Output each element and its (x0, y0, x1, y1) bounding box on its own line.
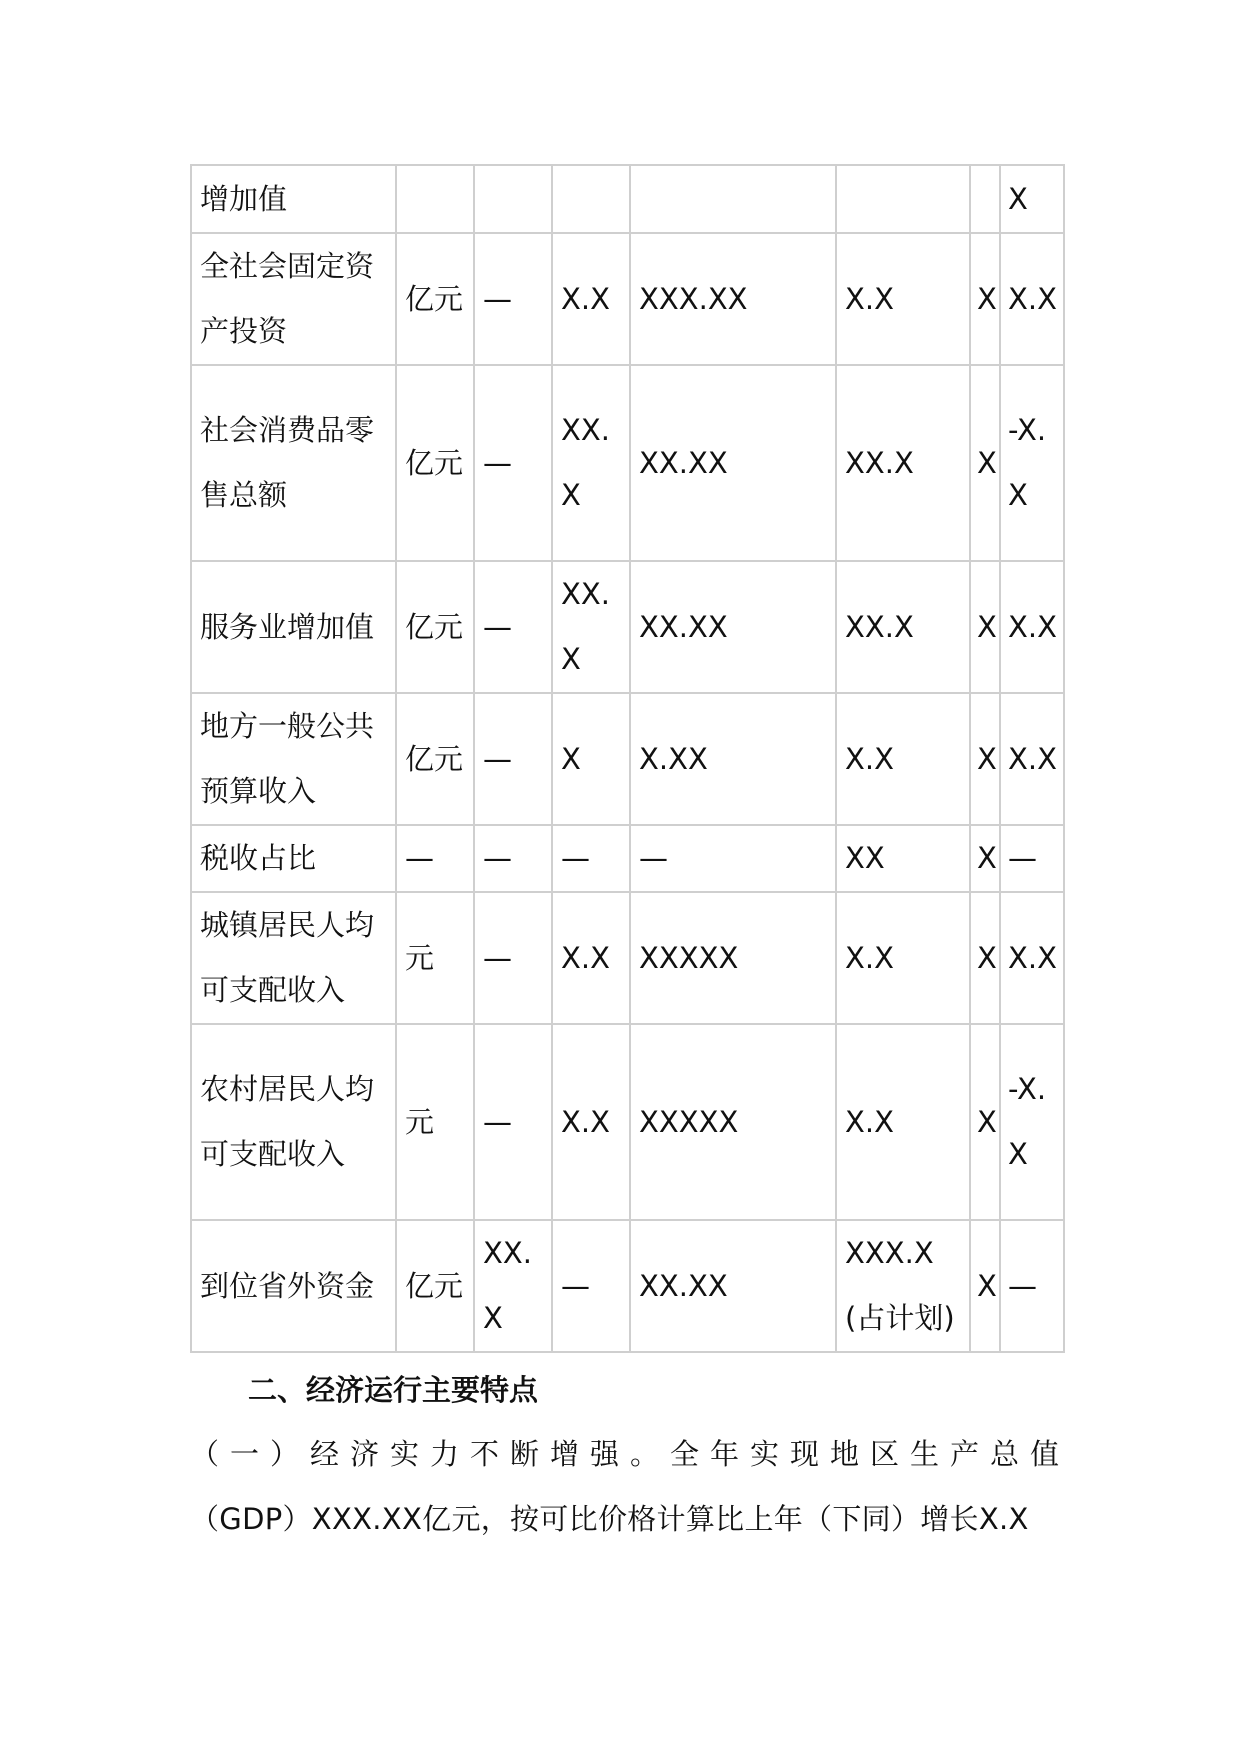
unit-cell: — (396, 825, 474, 892)
value-cell (474, 165, 552, 233)
table-row (191, 693, 1064, 825)
value-cell: X (552, 693, 630, 825)
unit-cell: 亿元 (396, 1220, 474, 1352)
value-cell: XX.X (552, 561, 630, 693)
value-cell: X.X (836, 233, 970, 365)
value-cell: X.X (1000, 693, 1064, 825)
value-cell: -X.X (1000, 1024, 1064, 1220)
value-cell: X.X (1000, 233, 1064, 365)
value-cell (630, 165, 836, 233)
value-cell: XX.X (474, 1220, 552, 1352)
paragraph-line: （一）经济实力不断增强。全年实现地区生产总值 (190, 1437, 1071, 1471)
table-row (191, 165, 1064, 233)
value-cell: — (474, 825, 552, 892)
value-cell: — (552, 825, 630, 892)
value-cell: — (1000, 1220, 1064, 1352)
indicator-name: 到位省外资金 (191, 1220, 396, 1352)
value-cell: — (552, 1220, 630, 1352)
value-cell: — (1000, 825, 1064, 892)
value-cell: X (1000, 165, 1064, 233)
value-cell: — (474, 233, 552, 365)
unit-cell: 亿元 (396, 365, 474, 561)
value-cell: X (970, 561, 1000, 693)
value-cell (552, 165, 630, 233)
paragraph-line: （GDP）XXX.XX亿元，按可比价格计算比上年（下同）增长X.X (190, 1502, 1029, 1536)
value-cell: X (970, 365, 1000, 561)
table-row (191, 892, 1064, 1024)
value-cell: X (970, 1220, 1000, 1352)
value-cell: — (474, 561, 552, 693)
table-row (191, 1220, 1064, 1352)
indicator-name: 社会消费品零售总额 (191, 365, 396, 561)
indicator-name: 地方一般公共预算收入 (191, 693, 396, 825)
value-cell: XXX.X (占计划) (836, 1220, 970, 1352)
value-cell: XXXXX (630, 892, 836, 1024)
table-row (191, 233, 1064, 365)
value-cell: XX.X (836, 561, 970, 693)
table-row (191, 365, 1064, 561)
value-cell: -X.X (1000, 365, 1064, 561)
value-cell: — (474, 892, 552, 1024)
unit-cell: 元 (396, 892, 474, 1024)
table-row (191, 1024, 1064, 1220)
value-cell: XXXXX (630, 1024, 836, 1220)
value-cell: X (970, 233, 1000, 365)
indicator-name: 服务业增加值 (191, 561, 396, 693)
value-cell: X.X (836, 892, 970, 1024)
value-cell: — (474, 693, 552, 825)
value-cell: X (970, 892, 1000, 1024)
value-cell: XX.XX (630, 365, 836, 561)
value-cell: X.X (552, 1024, 630, 1220)
value-cell: X (970, 693, 1000, 825)
value-cell: X.X (836, 693, 970, 825)
value-cell: XXX.XX (630, 233, 836, 365)
value-cell: XX.X (552, 365, 630, 561)
unit-cell (396, 165, 474, 233)
value-cell: XX (836, 825, 970, 892)
indicator-name: 城镇居民人均可支配收入 (191, 892, 396, 1024)
value-cell: X.XX (630, 693, 836, 825)
value-cell: — (474, 1024, 552, 1220)
value-cell: — (474, 365, 552, 561)
value-cell: X.X (552, 233, 630, 365)
value-cell: X (970, 825, 1000, 892)
table-row (191, 825, 1064, 892)
value-cell: X.X (552, 892, 630, 1024)
value-cell: XX.XX (630, 561, 836, 693)
indicator-name: 农村居民人均可支配收入 (191, 1024, 396, 1220)
indicator-name: 全社会固定资产投资 (191, 233, 396, 365)
unit-cell: 亿元 (396, 561, 474, 693)
table-row (191, 561, 1064, 693)
economic-indicators-table (190, 164, 1065, 1353)
unit-cell: 元 (396, 1024, 474, 1220)
unit-cell: 亿元 (396, 233, 474, 365)
value-cell: XX.X (836, 365, 970, 561)
indicator-name: 税收占比 (191, 825, 396, 892)
section-heading: 二、经济运行主要特点 (248, 1373, 539, 1407)
value-cell: X (970, 1024, 1000, 1220)
value-cell: X.X (1000, 561, 1064, 693)
value-cell (970, 165, 1000, 233)
value-cell: XX.XX (630, 1220, 836, 1352)
value-cell (836, 165, 970, 233)
indicator-name: 增加值 (191, 165, 396, 233)
value-cell: — (630, 825, 836, 892)
value-cell: X.X (836, 1024, 970, 1220)
value-cell: X.X (1000, 892, 1064, 1024)
unit-cell: 亿元 (396, 693, 474, 825)
